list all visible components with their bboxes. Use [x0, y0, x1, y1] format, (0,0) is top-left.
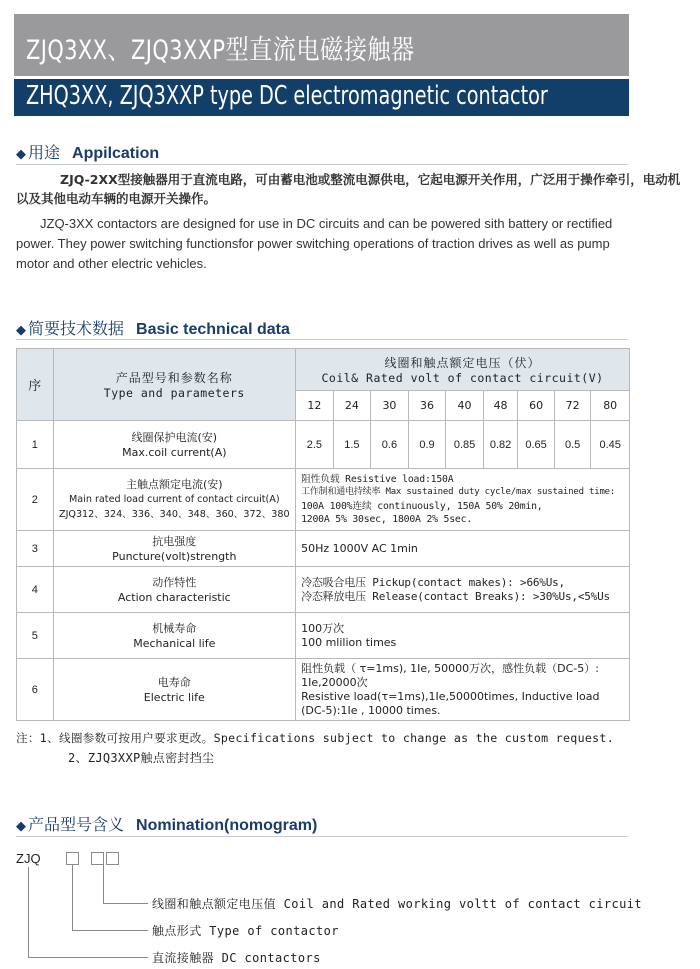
value-cell: 0.85: [446, 421, 484, 469]
code-box-voltage: [106, 852, 119, 865]
page-title-cn: ZJQ3XX、ZJQ3XXP型直流电磁接触器: [26, 35, 415, 66]
voltage-cell: 24: [333, 391, 371, 421]
voltage-cell: 36: [408, 391, 446, 421]
connector-line: [72, 865, 73, 930]
row-number: 3: [17, 531, 54, 567]
connector-line: [28, 867, 29, 957]
table-row: [17, 469, 630, 531]
row-detail: 阻性负载 Resistive load:150A 工作制和通电持续率 Max sustained duty cycle/max sustained time: 100A 100%连续 continuously, 150A 50% 20min, 1200A 5% 30sec, 1800A 2% 5sec.: [296, 469, 630, 531]
row-number: 6: [17, 659, 54, 721]
technical-heading: ◆ 简要技术数据 Basic technical data: [16, 319, 290, 338]
voltage-cell: 30: [371, 391, 409, 421]
header-no: 序: [17, 349, 54, 421]
code-box-contact-type: [66, 852, 79, 865]
voltage-cell: 12: [296, 391, 334, 421]
row-number: 4: [17, 567, 54, 613]
table-row: [17, 531, 630, 567]
nomination-label-contact-type: 触点形式 Type of contactor: [152, 924, 339, 938]
value-cell: 0.65: [518, 421, 555, 469]
diamond-icon: ◆: [16, 323, 26, 338]
row-detail: 冷态吸合电压 Pickup(contact makes): >66%Us, 冷态释放电压 Release(contact Breaks): >30%Us,<5%Us: [296, 567, 630, 613]
value-cell: 0.6: [371, 421, 409, 469]
application-text-en: JZQ-3XX contactors are designed for use in DC circuits and can be powered sith battery or rectified power. They power switching functionsfor power switching operations of traction drives as well as pump motor and other electric vehicles.: [16, 216, 613, 271]
table-row: [17, 567, 630, 613]
table-note-2: 2、ZJQ3XXP触点密封挡尘: [68, 751, 215, 765]
nomination-heading: ◆ 产品型号含义 Nomination(nomogram): [16, 815, 318, 834]
nomination-label-voltage: 线圈和触点额定电压值 Coil and Rated working voltt of contact circuit: [152, 897, 642, 911]
diamond-icon: ◆: [16, 147, 26, 162]
row-number: 1: [17, 421, 54, 469]
row-detail: 50Hz 1000V AC 1min: [296, 531, 630, 567]
voltage-cell: 60: [518, 391, 555, 421]
connector-line: [28, 957, 148, 958]
technical-data-table: [16, 348, 630, 721]
table-note-1: 注：1、线圈参数可按用户要求更改。Specifications subject to change as the custom request.: [16, 731, 614, 745]
header-type: 产品型号和参数名称 Type and parameters: [53, 349, 296, 421]
application-text-cn: ZJQ-2XX型接触器用于直流电路，可由蓄电池或整流电源供电，它起电源开关作用，广泛用于操作牵引，电动机以及其他电动车辆的电源开关操作。: [16, 172, 681, 206]
section-divider: [16, 164, 628, 165]
row-label: 动作特性 Action characteristic: [53, 567, 296, 613]
value-cell: 0.5: [554, 421, 591, 469]
title-band-en: [14, 79, 629, 116]
table-row: [17, 613, 630, 659]
application-heading: ◆ 用途 Appilcation: [16, 143, 160, 162]
row-label: 机械寿命 Mechanical life: [53, 613, 296, 659]
row-detail: 100万次 100 mlilion times: [296, 613, 630, 659]
model-prefix: ZJQ: [16, 851, 41, 866]
connector-line: [103, 865, 104, 903]
row-number: 5: [17, 613, 54, 659]
connector-line: [72, 930, 148, 931]
value-cell: 0.45: [591, 421, 630, 469]
page-title-en: ZHQ3XX, ZJQ3XXP type DC electromagnetic contactor: [26, 81, 548, 111]
table-row: [17, 421, 630, 469]
code-box-voltage: [91, 852, 104, 865]
connector-line: [103, 903, 148, 904]
header-voltage: 线圈和触点额定电压（伏） Coil& Rated volt of contact circuit(V): [296, 349, 630, 391]
section-divider: [16, 836, 628, 837]
diamond-icon: ◆: [16, 819, 26, 834]
row-detail: 阻性负载（ τ=1ms), 1Ie, 50000万次，感性负载（DC-5）: 1Ie,20000次 Resistive load(τ=1ms),1Ie,50000times, Inductive load (DC-5):1Ie , 10000 times.: [296, 659, 630, 721]
voltage-cell: 48: [483, 391, 518, 421]
value-cell: 0.82: [483, 421, 518, 469]
row-label: 电寿命 Electric life: [53, 659, 296, 721]
row-label: 抗电强度 Puncture(volt)strength: [53, 531, 296, 567]
table-row: [17, 659, 630, 721]
row-label: 线圈保护电流(安) Max.coil current(A): [53, 421, 296, 469]
voltage-cell: 72: [554, 391, 591, 421]
nomination-label-dc-contactor: 直流接触器 DC contactors: [152, 951, 321, 965]
value-cell: 0.9: [408, 421, 446, 469]
row-label: 主触点额定电流(安) Main rated load current of contact circuit(A) ZJQ312、324、336、340、348、360、372、380: [53, 469, 296, 531]
row-number: 2: [17, 469, 54, 531]
section-divider: [16, 339, 628, 340]
voltage-cell: 80: [591, 391, 630, 421]
title-band-cn: [14, 14, 629, 76]
value-cell: 2.5: [296, 421, 334, 469]
voltage-cell: 40: [446, 391, 484, 421]
value-cell: 1.5: [333, 421, 371, 469]
